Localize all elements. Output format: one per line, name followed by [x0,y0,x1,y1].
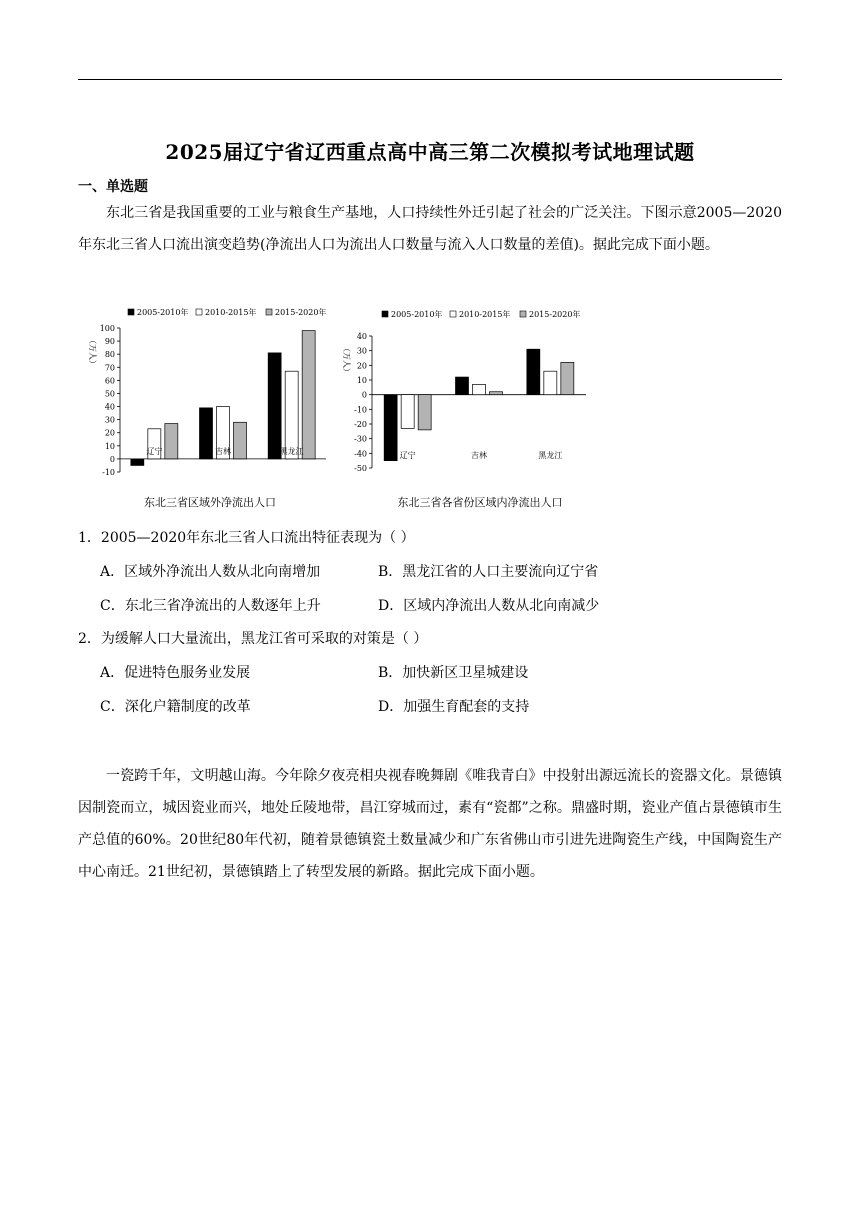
y-tick-label-2: -30 [354,434,367,444]
passage-2-text: 一瓷跨千年，文明越山海。今年除夕夜亮相央视春晚舞剧《唯我青白》中投射出源远流长的瓷器文化。景德镇因制瓷而立，城因瓷业而兴，地处丘陵地带，昌江穿城而过，素有“瓷都”之称。鼎盛时期，瓷业产值占景德镇市生产总值的60%。20世纪80年代初，随着景德镇瓷土数量减少和广东省佛山市引进先进陶瓷生产线，中国陶瓷生产中心南迁。21世纪初，景德镇踏上了转型发展的新路。据此完成下面小题。 [78,768,782,880]
y-tick-label-9: 80 [104,350,115,360]
bar-2-1 [285,371,298,459]
question-2-stem: 2．为缓解人口大量流出，黑龙江省可采取的对策是（ ） [78,631,428,647]
y-tick-label-11: 100 [99,324,115,333]
chart-outflow-external-caption: 东北三省区域外净流出人口 [144,496,276,509]
y-tick-label-7: 20 [356,361,367,371]
question-2-option-d[interactable]: D．加强生育配套的支持 [378,699,530,715]
legend-label-2: 2015-2020年 [529,310,581,319]
y-tick-label-6: 10 [356,376,367,385]
legend-swatch-2 [266,309,272,315]
y-tick-label-5: 0 [361,390,367,400]
y-tick-label-5: 40 [104,402,115,412]
bar-2-2 [561,362,574,394]
bar-2-0 [527,349,540,394]
question-2-option-b[interactable]: B．加快新区卫星城建设 [378,665,529,681]
y-tick-label-6: 50 [104,389,115,399]
y-axis-label: （万人） [342,344,351,376]
y-tick-label-0: -50 [354,464,367,473]
legend-label-2: 2015-2020年 [275,308,327,317]
page-title: 2025届辽宁省辽西重点高中高三第二次模拟考试地理试题 [165,140,695,164]
y-tick-label-10: 90 [104,337,115,347]
chart-outflow-internal-caption: 东北三省各省份区域内净流出人口 [397,496,563,509]
bar-2-2 [302,331,315,459]
y-tick-label-4: -10 [354,405,367,415]
y-tick-label-8: 70 [104,363,115,373]
chart-outflow-internal-svg [336,304,592,490]
bar-0-2 [418,395,431,430]
y-tick-label-8: 30 [356,346,367,356]
legend-swatch-0 [128,309,134,315]
y-tick-label-1: -40 [354,449,367,459]
intro-paragraph [78,197,782,261]
legend-swatch-1 [196,309,202,315]
bar-2-1 [544,371,557,394]
y-tick-label-2: 10 [104,441,115,451]
passage-2-paragraph [78,760,782,888]
question-1-stem: 1．2005—2020年东北三省人口流出特征表现为（ ） [78,530,415,546]
chart-outflow-external-svg [82,304,338,480]
bar-1-2 [490,392,503,395]
category-label-2: 黑龙江 [279,447,304,456]
y-tick-label-0: -10 [102,468,115,477]
bar-1-1 [473,384,486,394]
y-tick-label-1: 0 [109,454,115,464]
category-label-2: 黑龙江 [538,451,563,460]
legend-swatch-2 [520,311,526,317]
legend-swatch-1 [450,311,456,317]
chart-outflow-external [82,304,338,480]
bar-0-0 [131,459,144,466]
chart-outflow-internal [336,304,592,490]
legend-label-0: 2005-2010年 [391,310,443,319]
bar-0-0 [384,395,397,461]
bar-1-0 [200,408,213,459]
y-axis-label: （万人） [88,336,97,368]
legend-label-0: 2005-2010年 [137,308,189,317]
y-tick-label-3: 20 [104,428,115,438]
bar-0-1 [401,395,414,429]
question-2-option-c[interactable]: C．深化户籍制度的改革 [100,699,251,715]
y-tick-label-4: 30 [104,415,115,425]
category-label-0: 辽宁 [146,447,163,456]
question-2-option-a[interactable]: A．促进特色服务业发展 [100,665,251,681]
section-heading: 一、单选题 [78,179,148,195]
question-1-option-b[interactable]: B．黑龙江省的人口主要流向辽宁省 [378,564,599,580]
question-1-option-d[interactable]: D．区域内净流出人数从北向南减少 [378,598,600,614]
question-1-option-a[interactable]: A．区域外净流出人数从北向南增加 [100,564,321,580]
question-1-option-c[interactable]: C．东北三省净流出的人数逐年上升 [100,598,321,614]
y-tick-label-7: 60 [104,376,115,386]
intro-text: 东北三省是我国重要的工业与粮食生产基地，人口持续性外迁引起了社会的广泛关注。下图示意2005—2020年东北三省人口流出演变趋势(净流出人口为流出人口数量与流入人口数量的差值)。据此完成下面小题。 [78,205,782,253]
bar-2-0 [268,353,281,459]
bar-1-2 [234,422,247,459]
category-label-1: 吉林 [471,451,487,460]
y-tick-label-9: 40 [356,332,367,341]
legend-swatch-0 [382,311,388,317]
y-tick-label-3: -20 [354,420,367,429]
legend-label-1: 2010-2015年 [459,310,511,319]
bar-0-2 [165,424,178,459]
header-rule [78,79,782,80]
category-label-0: 辽宁 [399,451,416,460]
legend-label-1: 2010-2015年 [205,308,257,317]
category-label-1: 吉林 [215,447,231,456]
bar-1-0 [456,377,469,395]
